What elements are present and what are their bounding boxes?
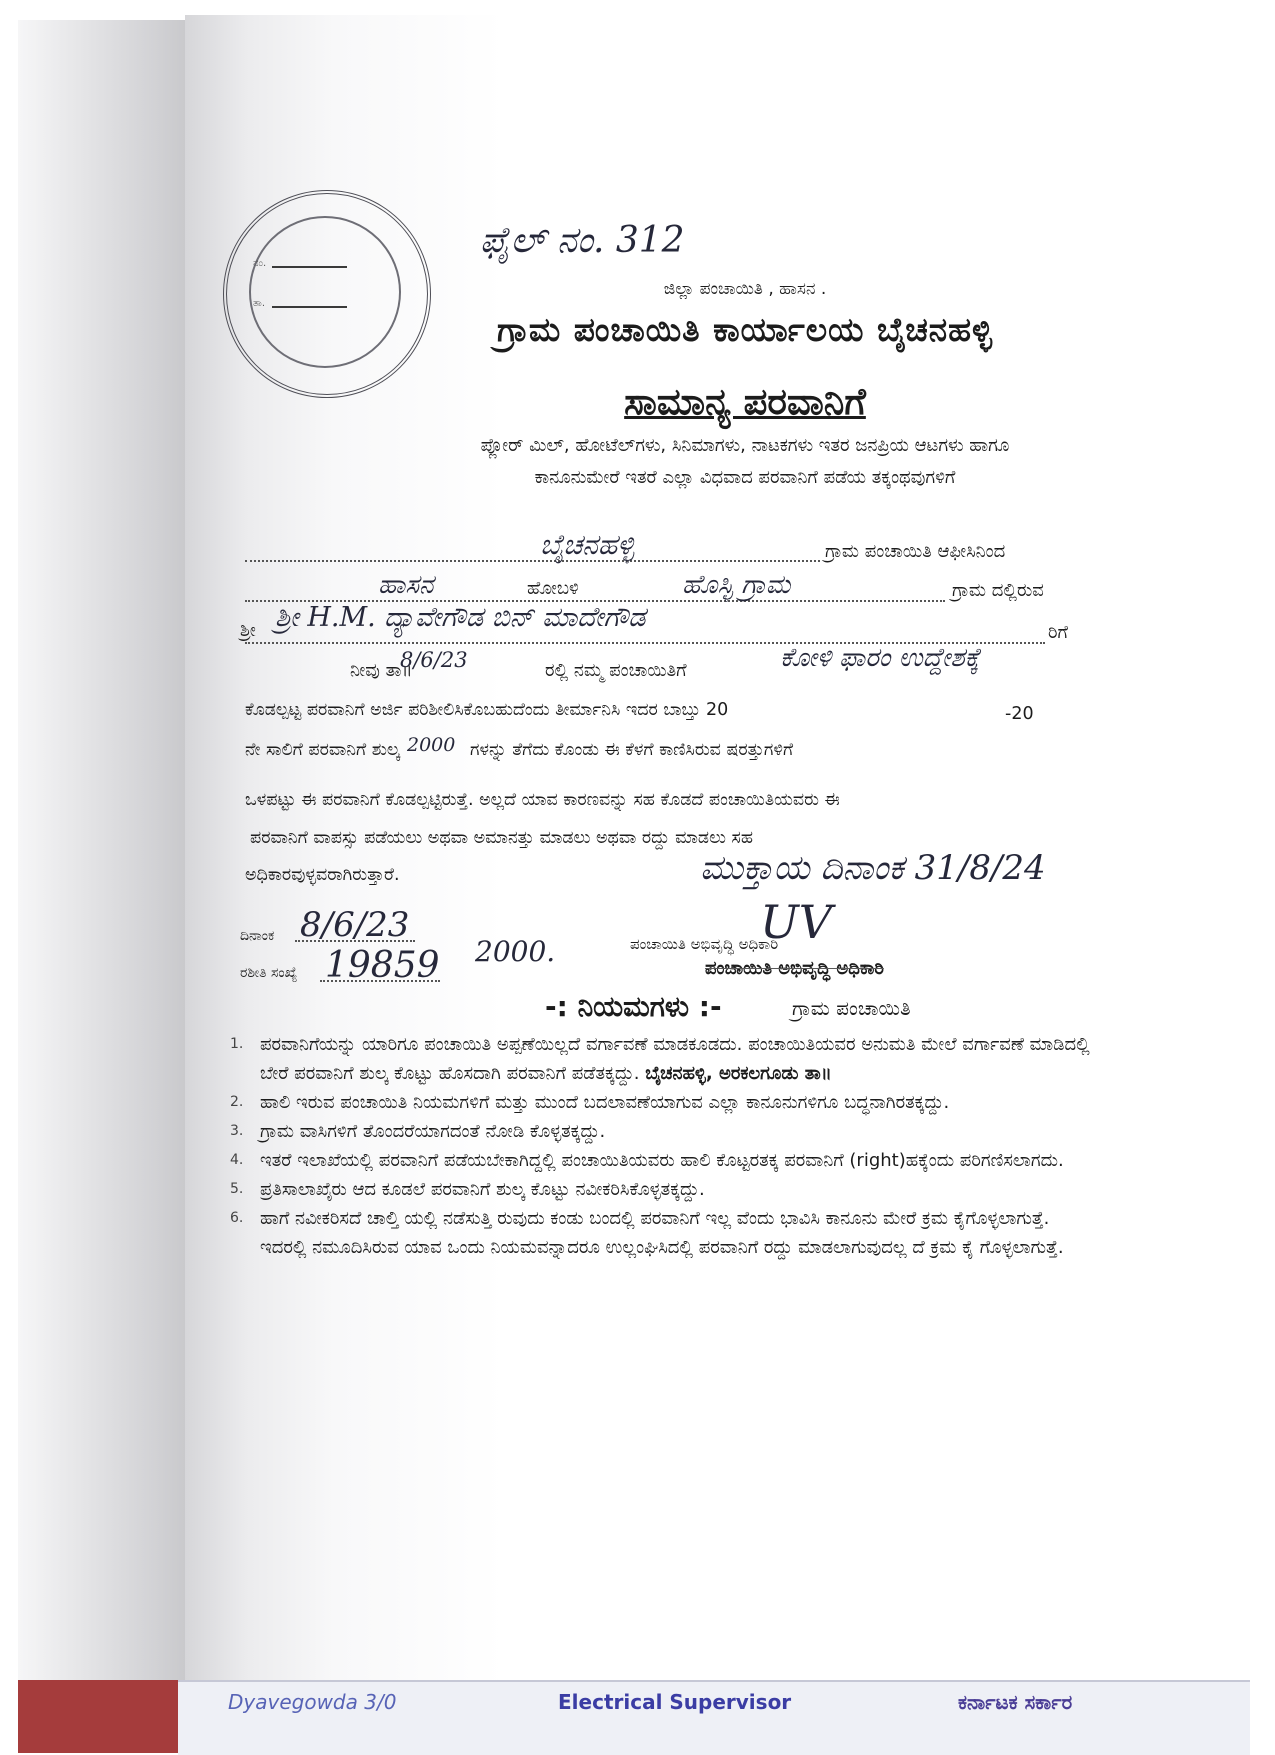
footer-handwriting: Dyavegowda 3/0: [228, 1690, 397, 1714]
permit-paragraph-3: ಒಳಪಟ್ಟು ಈ ಪರವಾನಿಗೆ ಕೊಡಲ್ಪಟ್ಟಿರುತ್ತೆ. ಅಲ್ಲದೆ ಯಾವ ಕಾರಣವನ್ನು ಸಹ ಕೊಡದೆ ಪಂಚಾಯಿತಿಯವರು ಈ: [245, 790, 840, 810]
label-gp-office: ಗ್ರಾಮ ಪಂಚಾಯಿತಿ ಆಫೀಸಿನಿಂದ: [825, 541, 1006, 562]
seal-label-no: ನಂ.: [253, 258, 267, 269]
rule-number: 6.: [230, 1210, 244, 1226]
subtitle-line-2: ಕಾನೂನುಮೇರೆ ಇತರೆ ಎಲ್ಲಾ ವಿಧವಾದ ಪರವಾನಿಗೆ ಪಡೆಯ ತಕ್ಕಂಥವುಗಳಿಗೆ: [534, 467, 956, 488]
handwritten-validity: ಮುಕ್ತಾಯ ದಿನಾಂಕ 31/8/24: [700, 848, 1046, 888]
officer-signature: UV: [760, 895, 832, 949]
handwritten-village: ಹೊಸ್ಳಿ ಗ್ರಾಮ: [682, 570, 791, 600]
seal-blank-date: [272, 306, 347, 308]
footer-electrical-supervisor: Electrical Supervisor: [558, 1690, 792, 1714]
label-our-panchayat: ರಲ್ಲಿ ನಮ್ಮ ಪಂಚಾಯಿತಿಗೆ: [545, 660, 687, 681]
file-number: ಫೈಲ್ ನಂ. 312: [480, 220, 685, 261]
label-you-date: ನೀವು ತಾ॥: [350, 660, 413, 681]
handwritten-applicant: ಶ್ರೀ H.M. ದ್ಯಾವೇಗೌಡ ಬಿನ್ ಮಾದೇಗೌಡ: [275, 602, 646, 633]
handwritten-receipt-no: 19859: [325, 945, 440, 986]
rule-number: 4.: [230, 1152, 244, 1168]
rule-number: 1.: [230, 1036, 244, 1052]
district-line: ಜಿಲ್ಲಾ ಪಂಚಾಯಿತಿ , ಹಾಸನ .: [663, 279, 827, 299]
dotted-line-1: [245, 560, 820, 562]
underlying-page-strip: [178, 1680, 1250, 1755]
handwritten-purpose: ಕೋಳಿ ಫಾರಂ ಉದ್ದೇಶಕ್ಕೆ: [780, 643, 980, 673]
label-hobli: ಹೋಬಳಿ: [527, 578, 579, 599]
red-cover-strip: [18, 1680, 178, 1753]
rule-text: ಪ್ರತಿಸಾಲಾಖೈರು ಆದ ಕೂಡಲೆ ಪರವಾನಿಗೆ ಶುಲ್ಕ ಕೊಟ್ಟು ನವೀಕರಿಸಿಕೊಳ್ಳತಕ್ಕದ್ದು.: [260, 1179, 705, 1200]
permit-paragraph-2b: ಗಳನ್ನು ತೆಗೆದು ಕೊಂಡು ಈ ಕೆಳಗೆ ಕಾಣಿಸಿರುವ ಷರತ್ತುಗಳಿಗೆ: [470, 740, 794, 760]
rules-heading: -: ನಿಯಮಗಳು :-: [545, 990, 722, 1023]
rules-list: [230, 1030, 1090, 1262]
permit-paragraph-1: ಕೊಡಲ್ಪಟ್ಟ ಪರವಾನಿಗೆ ಅರ್ಜಿ ಪರಿಶೀಲಿಸಿಕೊಬಹುದೆಂದು ತೀರ್ಮಾನಿಸಿ ಇದರ ಬಾಬ್ತು 20: [245, 700, 729, 720]
handwritten-fee: 2000: [407, 734, 456, 756]
permit-paragraph-1-end: -20: [1005, 704, 1034, 724]
footer-right-text: ಕರ್ನಾಟಕ ಸರ್ಕಾರ: [958, 1690, 1073, 1714]
rule-number: 3.: [230, 1123, 244, 1139]
label-shri: ಶ್ರೀ: [240, 620, 256, 641]
permit-paragraph-5: ಅಧಿಕಾರವುಳ್ಳವರಾಗಿರುತ್ತಾರೆ.: [245, 865, 400, 885]
rule-text: ಹಾಗೆ ನವೀಕರಿಸದೆ ಚಾಲ್ತಿ ಯಲ್ಲಿ ನಡೆಸುತ್ತಿ ರುವುದು ಕಂಡು ಬಂದಲ್ಲಿ ಪರವಾನಿಗೆ ಇಲ್ಲ ವೆಂದು ಭಾವಿಸಿ ಕಾನೂನು ಮೇರೆ ಕ್ರಮ ಕೈಗೊಳ್ಳಲಾಗುತ್ತೆ.: [260, 1208, 1050, 1229]
rule-item: [230, 1204, 1090, 1233]
permit-paragraph-2a: ನೇ ಸಾಲಿಗೆ ಪರವಾನಿಗೆ ಶುಲ್ಕ: [245, 740, 400, 760]
rule-item: [230, 1117, 1090, 1146]
handwritten-amount: 2000.: [475, 935, 556, 968]
rule-item: [230, 1175, 1090, 1204]
handwritten-hobli: ಹಾಸನ: [378, 570, 434, 600]
rule-text: ಇತರೆ ಇಲಾಖೆಯಲ್ಲಿ ಪರವಾನಿಗೆ ಪಡೆಯಬೇಕಾಗಿದ್ದಲ್ಲಿ ಪಂಚಾಯಿತಿಯವರು ಹಾಲಿ ಕೊಟ್ಟರತಕ್ಕ ಪರವಾನಿಗೆ (right)ಹಕ್ಕೆಂದು ಪರಿಗಣಿಸಲಾಗದು.: [260, 1150, 1064, 1171]
handwritten-village-office: ಬೈಚನಹಳ್ಳಿ: [540, 528, 635, 561]
rule-number: 5.: [230, 1181, 244, 1197]
pdo-line: ಪಂಚಾಯಿತಿ ಅಭಿವೃದ್ಧಿ ಅಧಿಕಾರಿ: [630, 935, 779, 953]
rule-item: [230, 1088, 1090, 1117]
seal-label-date: ತಾ.: [253, 298, 266, 309]
rule-item: [230, 1146, 1090, 1175]
rules-closing: ಇದರಲ್ಲಿ ನಮೂದಿಸಿರುವ ಯಾವ ಒಂದು ನಿಯಮವನ್ನಾದರೂ ಉಲ್ಲಂಘಿಸಿದಲ್ಲಿ ಪರವಾನಿಗೆ ರದ್ದು ಮಾಡಲಾಗುವುದಲ್ಲ ದೆ ಕ್ರಮ ಕೈ ಗೊಳ್ಳಲಾಗುತ್ತೆ.: [260, 1237, 1064, 1258]
seal-blank-no: [272, 266, 347, 268]
permit-title: ಸಾಮಾನ್ಯ ಪರವಾನಿಗೆ: [624, 380, 866, 423]
rule-text: ಗ್ರಾಮ ವಾಸಿಗಳಿಗೆ ತೊಂದರೆಯಾಗದಂತೆ ನೋಡಿ ಕೊಳ್ಳತಕ್ಕದ್ದು.: [260, 1121, 606, 1142]
pdo-stamp: ಪಂಚಾಯಿತಿ ಅಭಿವೃದ್ಧಿ ಅಧಿಕಾರಿ: [705, 958, 884, 979]
permit-paragraph-4: ಪರವಾನಿಗೆ ವಾಪಸ್ಸು ಪಡೆಯಲು ಅಥವಾ ಅಮಾನತ್ತು ಮಾಡಲು ಅಥವಾ ರದ್ದು ಮಾಡಲು ಸಹ: [250, 828, 753, 848]
rule-stamp-text: ಬೈಚನಹಳ್ಳಿ, ಅರಕಲಗೂಡು ತಾ॥: [645, 1063, 832, 1084]
scan-shadow: [18, 20, 188, 1680]
rule-item: [230, 1030, 1090, 1088]
label-rige: ರಿಗೆ: [1048, 622, 1068, 643]
handwritten-application-date: 8/6/23: [400, 648, 468, 672]
rule-number: 2.: [230, 1094, 244, 1110]
handwritten-date: 8/6/23: [300, 905, 410, 945]
label-village-resident: ಗ್ರಾಮ ದಲ್ಲಿರುವ: [952, 580, 1044, 601]
rule-text: ಹಾಲಿ ಇರುವ ಪಂಚಾಯಿತಿ ನಿಯಮಗಳಿಗೆ ಮತ್ತು ಮುಂದೆ ಬದಲಾವಣೆಯಾಗುವ ಎಲ್ಲಾ ಕಾನೂನುಗಳಿಗೂ ಬದ್ಧನಾಗಿರತಕ್ಕದ್ದು.: [260, 1092, 950, 1113]
date-label: ದಿನಾಂಕ: [240, 928, 275, 944]
rules-heading-right: ಗ್ರಾಮ ಪಂಚಾಯಿತಿ: [792, 996, 911, 1020]
rule-text: ಪರವಾನಿಗೆಯನ್ನು ಯಾರಿಗೂ ಪಂಚಾಯಿತಿ ಅಪ್ಪಣೆಯಿಲ್ಲದೆ ವರ್ಗಾವಣೆ ಮಾಡಕೂಡದು. ಪಂಚಾಯಿತಿಯವರ ಅನುಮತಿ ಮೇಲೆ ವರ್ಗಾವಣೆ ಮಾಡಿದಲ್ಲಿ ಬೇರೆ ಪರವಾನಿಗೆ ಶುಲ್ಕ ಕೊಟ್ಟು ಹೊಸದಾಗಿ ಪರವಾನಿಗೆ ಪಡೆತಕ್ಕದ್ದು.: [260, 1034, 1090, 1084]
office-title: ಗ್ರಾಮ ಪಂಚಾಯಿತಿ ಕಾರ್ಯಾಲಯ ಬೈಚನಹಳ್ಳಿ: [496, 310, 994, 349]
subtitle-line-1: ಪ್ಲೋರ್ ಮಿಲ್, ಹೋಟೆಲ್‌ಗಳು, ಸಿನಿಮಾಗಳು, ನಾಟಕಗಳು ಇತರ ಜನಪ್ರಿಯ ಆಟಗಳು ಹಾಗೂ: [480, 435, 1010, 456]
receipt-label: ರಶೀತಿ ಸಂಖ್ಯೆ: [240, 965, 298, 981]
